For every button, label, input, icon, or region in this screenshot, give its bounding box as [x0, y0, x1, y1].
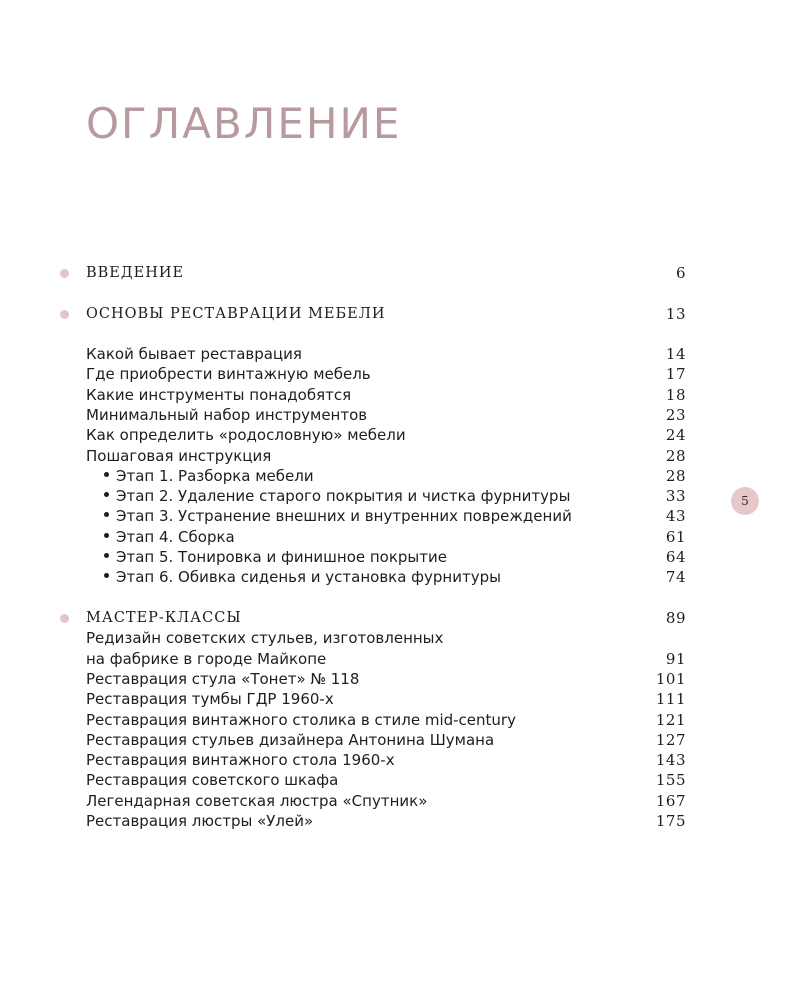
- toc-entry[interactable]: [86, 669, 686, 689]
- page-ref: 17: [665, 365, 686, 384]
- entry-label: Как определить «родословную» мебели: [86, 426, 406, 445]
- subentry-label: Этап 3. Устранение внешних и внутренних повреждений: [116, 507, 572, 526]
- toc-subentry[interactable]: [86, 506, 686, 526]
- toc-subentry[interactable]: [86, 527, 686, 547]
- subentry-label: Этап 6. Обивка сиденья и установка фурнитуры: [116, 568, 501, 587]
- toc-section-intro[interactable]: [86, 263, 686, 283]
- toc-subentry[interactable]: [86, 547, 686, 567]
- page-ref: 13: [665, 305, 686, 323]
- toc-entry[interactable]: [86, 791, 686, 811]
- page-title: ОГЛАВЛЕНИЕ: [86, 99, 402, 148]
- page-ref: 64: [665, 548, 686, 566]
- section-label: ОСНОВЫ РЕСТАВРАЦИИ МЕБЕЛИ: [86, 306, 386, 322]
- subentry-label: Этап 1. Разборка мебели: [116, 466, 314, 485]
- page-ref: 175: [655, 812, 686, 830]
- page-ref: 23: [665, 405, 686, 424]
- page-ref: 101: [655, 669, 686, 688]
- bullet-dot-icon: [104, 533, 109, 538]
- toc-entry[interactable]: [86, 649, 686, 669]
- toc-section-masterclasses[interactable]: [86, 608, 686, 628]
- toc-entry[interactable]: [86, 770, 686, 790]
- page-ref: 143: [655, 751, 686, 770]
- entry-label: Реставрация винтажного стола 1960-х: [86, 751, 395, 770]
- entry-label: Реставрация стула «Тонет» № 118: [86, 669, 360, 688]
- bullet-dot-icon: [104, 472, 109, 477]
- toc-entry[interactable]: [86, 730, 686, 750]
- toc-subentry[interactable]: [86, 486, 686, 506]
- page-ref: 6: [675, 264, 686, 282]
- page-ref: 28: [665, 446, 686, 465]
- toc-entry[interactable]: [86, 425, 686, 445]
- entry-label: Какие инструменты понадобятся: [86, 385, 352, 404]
- toc-entry-line1[interactable]: [86, 628, 686, 648]
- page-ref: 111: [655, 690, 686, 709]
- entry-label: Пошаговая инструкция: [86, 446, 272, 465]
- page-ref: 74: [665, 568, 686, 587]
- toc-entry[interactable]: [86, 689, 686, 709]
- toc-entry[interactable]: [86, 446, 686, 466]
- page-ref: 155: [655, 771, 686, 790]
- entry-label: Реставрация стульев дизайнера Антонина Шумана: [86, 730, 495, 749]
- subentry-label: Этап 5. Тонировка и финишное покрытие: [116, 548, 447, 566]
- page-number-badge: 5: [731, 487, 759, 515]
- bullet-dot-icon: [104, 492, 109, 497]
- page-ref: 167: [655, 791, 686, 810]
- entry-label: Какой бывает реставрация: [86, 345, 302, 363]
- toc-entry[interactable]: [86, 405, 686, 425]
- page-ref: 89: [665, 609, 686, 627]
- toc-section-basics[interactable]: [86, 304, 686, 324]
- page-ref: 24: [665, 426, 686, 445]
- bullet-dot-icon: [104, 512, 109, 517]
- page-ref: 28: [665, 466, 686, 485]
- entry-label: Реставрация винтажного столика в стиле mid-century: [86, 710, 516, 729]
- section-bullet-icon: [60, 614, 69, 623]
- subentry-label: Этап 2. Удаление старого покрытия и чистка фурнитуры: [116, 487, 571, 506]
- page-ref: 33: [665, 487, 686, 506]
- toc-entry[interactable]: [86, 385, 686, 405]
- entry-label: Минимальный набор инструментов: [86, 405, 368, 424]
- toc-entry[interactable]: [86, 344, 686, 364]
- bullet-dot-icon: [104, 553, 109, 558]
- page-ref: 127: [655, 730, 686, 749]
- toc-subentry[interactable]: [86, 466, 686, 486]
- entry-label: Легендарная советская люстра «Спутник»: [86, 791, 428, 810]
- entry-label: Реставрация люстры «Улей»: [86, 812, 314, 830]
- section-bullet-icon: [60, 269, 69, 278]
- page-ref: 121: [655, 710, 686, 729]
- page-ref: 61: [665, 527, 686, 546]
- toc-entry[interactable]: [86, 710, 686, 730]
- bullet-dot-icon: [104, 573, 109, 578]
- section-label: МАСТЕР-КЛАССЫ: [86, 610, 242, 626]
- page-ref: 18: [665, 385, 686, 404]
- section-bullet-icon: [60, 310, 69, 319]
- entry-label: Редизайн советских стульев, изготовленных: [86, 629, 444, 648]
- toc-subentry[interactable]: [86, 567, 686, 587]
- entry-label: Реставрация тумбы ГДР 1960-х: [86, 690, 334, 709]
- toc-entry[interactable]: [86, 811, 686, 831]
- page-ref: 43: [665, 507, 686, 526]
- page-ref: 14: [665, 345, 686, 363]
- toc-entry[interactable]: [86, 364, 686, 384]
- section-label: ВВЕДЕНИЕ: [86, 265, 185, 281]
- entry-label: Где приобрести винтажную мебель: [86, 365, 371, 384]
- subentry-label: Этап 4. Сборка: [116, 527, 235, 546]
- entry-label: Реставрация советского шкафа: [86, 771, 339, 790]
- entry-label: на фабрике в городе Майкопе: [86, 649, 327, 668]
- toc-entry[interactable]: [86, 750, 686, 770]
- page-ref: 91: [665, 649, 686, 668]
